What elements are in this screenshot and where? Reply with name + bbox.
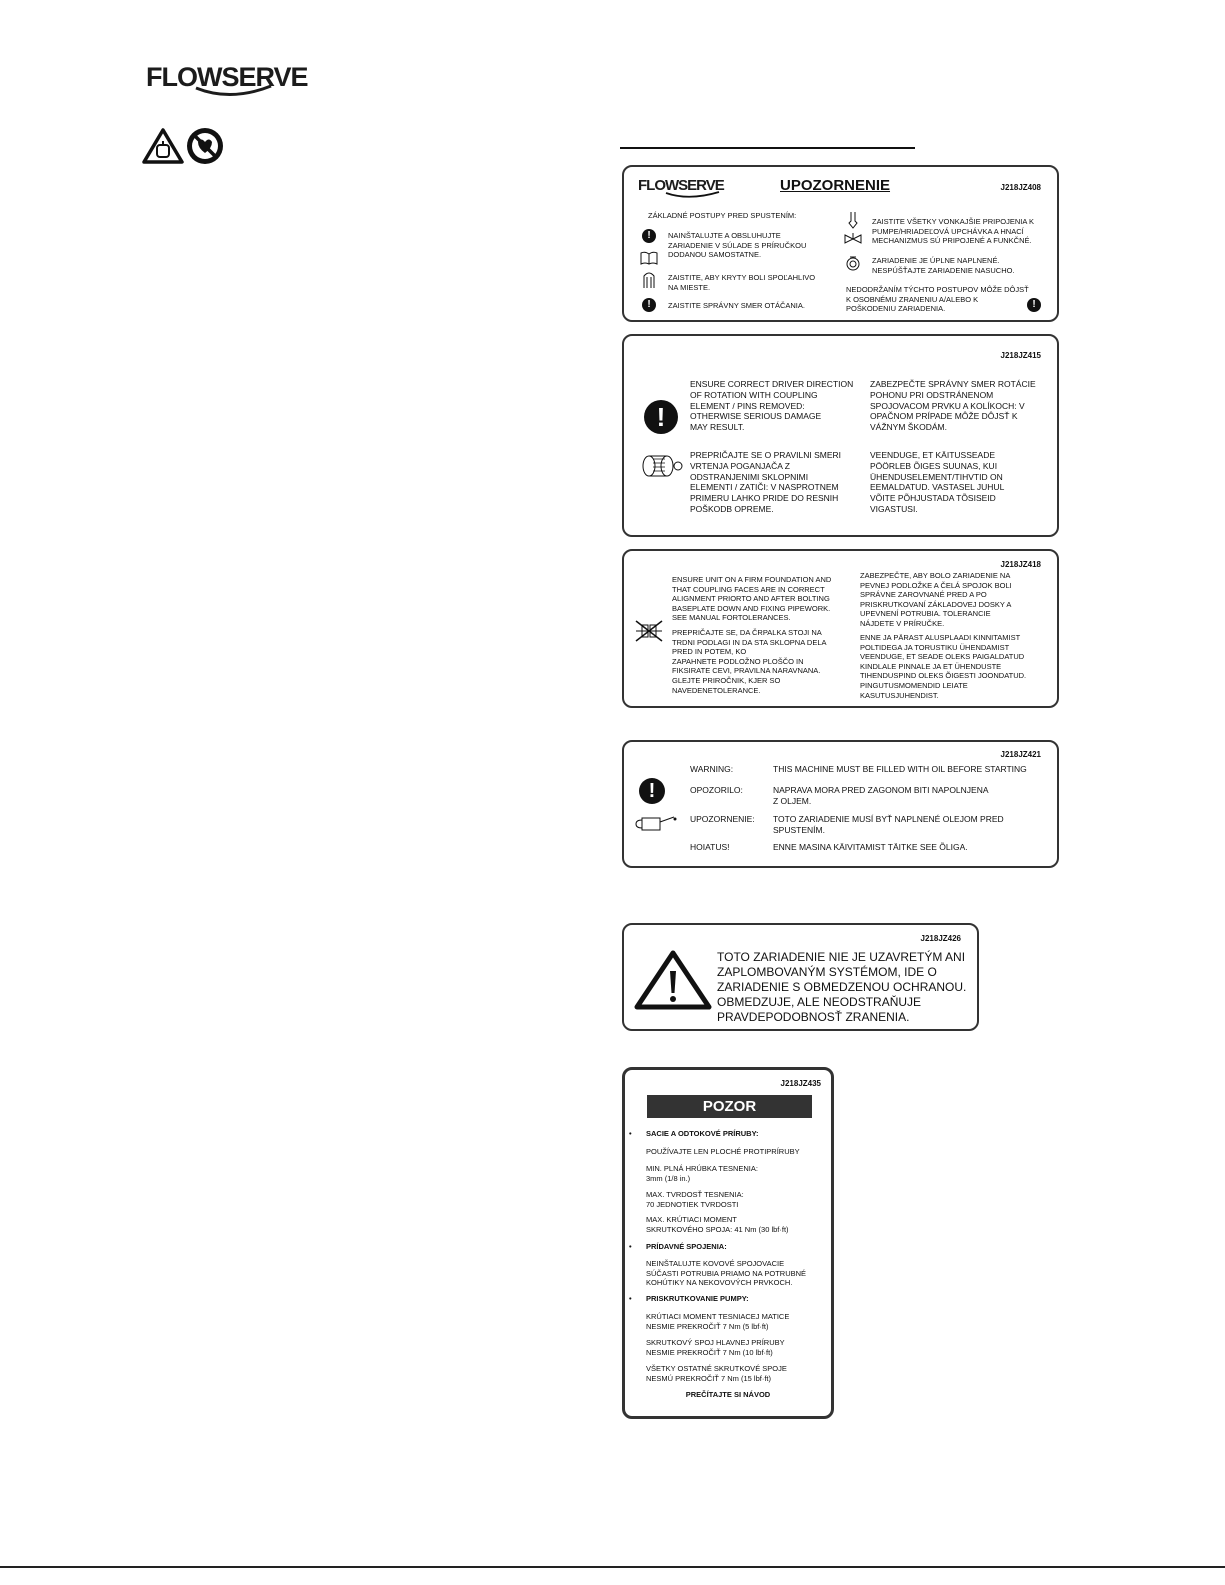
fill-level-icon [846, 255, 860, 271]
valve-icon [844, 233, 862, 245]
row-label-2: OPOZORILO: [690, 785, 743, 795]
pozor-banner: POZOR [647, 1095, 812, 1118]
section-2-a: NEINŠTALUJTE KOVOVÉ SPOJOVACIE SÚČASTI POTRUBIA PRIAMO NA POTRUBNÉ KOHÚTIKY NA NEKOVOVÝCH PRVKOCH. [646, 1259, 807, 1288]
row-text-1: THIS MACHINE MUST BE FILLED WITH OIL BEFORE STARTING [773, 764, 1027, 774]
text-sk: ZABEZPEČTE, ABY BOLO ZARIADENIE NA PEVNEJ PODLOŽKE A ČELÁ SPOJOK BOLI SPRÁVNE ZAROVNANÉ PRED A PO PRISKRUTKOVANÍ ZÁKLADOVEJ DOSKY A UPEVNENÍ POTRUBIA. TOLERANCIE NÁJDETE V PRÍRUČKE. [860, 571, 1012, 628]
text-sk: ZABEZPEČTE SPRÁVNY SMER ROTÁCIE POHONU PRI ODSTRÁNENOM SPOJOVACOM PRVKU A KOLÍKOCH: V OPAČNOM PRÍPADE MÔŽE DÔJSŤ K VÁŽNYM ŠKODÁM. [870, 379, 1036, 433]
label-logo: FLOWSERVE [638, 177, 724, 194]
left-text-1: NAINŠTALUJTE A OBSLUHUJTE ZARIADENIE V SÚLADE S PRÍRUČKOU DODANOU SAMOSTATNE. [668, 231, 807, 260]
header-rule [620, 147, 915, 149]
mandatory-action-icon: ! [1027, 298, 1041, 312]
section-1-a: POUŽÍVAJTE LEN PLOCHÉ PROTIPRÍRUBY [646, 1147, 800, 1156]
section-3-b: SKRUTKOVÝ SPOJ HLAVNEJ PRÍRUBY NESMIE PREKROČIŤ 7 Nm (10 lbf·ft) [646, 1338, 785, 1357]
footer-rule [0, 1566, 1225, 1568]
alignment-crossed-icon [634, 619, 664, 643]
section-1-b: MIN. PLNÁ HRÚBKA TESNENIA: 3mm (1/8 in.) [646, 1164, 758, 1183]
logo-swoosh-icon [146, 84, 286, 98]
label-code: J218JZ421 [1000, 750, 1041, 759]
no-pacemaker-icon [185, 126, 225, 166]
label-j218jz435 [622, 1067, 834, 1419]
section-3-a: KRÚTIACI MOMENT TESNIACEJ MATICE NESMIE PREKROČIŤ 7 Nm (5 lbf·ft) [646, 1312, 790, 1331]
label-logo-swoosh-icon [664, 191, 724, 199]
warning-text: TOTO ZARIADENIE NIE JE UZAVRETÝM ANI ZAPLOMBOVANÝM SYSTÉMOM, IDE O ZARIADENIE S OBMEDZENOU OCHRANOU. OBMEDZUJE, ALE NEODSTRAŇUJE PRAVDEPODOBNOSŤ ZRANENIA. [717, 950, 967, 1024]
bullet-dot: • [629, 1242, 632, 1251]
row-text-2: NAPRAVA MORA PRED ZAGONOM BITI NAPOLNJENA Z OLJEM. [773, 785, 989, 806]
text-et: VEENDUGE, ET KÄITUSSEADE PÖÖRLEB ÕIGES SUUNAS, KUI ÜHENDUSELEMENT/TIHVTID ON EEMALDATUD. VASTASEL JUHUL VÕITE PÕHJUSTADA TÕSISEID VIGASTUSI. [870, 450, 1005, 514]
mandatory-action-icon: ! [642, 229, 656, 243]
label-code: J218JZ415 [1000, 351, 1041, 360]
text-en: ENSURE UNIT ON A FIRM FOUNDATION AND THAT COUPLING FACES ARE IN CORRECT ALIGNMENT PRIORTO AND AFTER BOLTING BASEPLATE DOWN AND FIXING PIPEWORK. SEE MANUAL FORTOLERANCES. [672, 575, 832, 623]
section-1-d: MAX. KRÚTIACI MOMENT SKRUTKOVÉHO SPOJA: 41 Nm (30 lbf·ft) [646, 1215, 789, 1234]
section-3-heading: PRISKRUTKOVANIE PUMPY: [646, 1294, 749, 1303]
text-et: ENNE JA PÄRAST ALUSPLAADI KINNITAMIST POLTIDEGA JA TORUSTIKU ÜHENDAMIST VEENDUGE, ET SEADE OLEKS PAIGALDATUD KINDLALE PINNALE JA ET ÜHENDUSTE TIHENDUSPIND OLEKS ÕIGESTI JOONDATUD. PINGUTUSMOMENDID LEIATE KASUTUSJUHENDIST. [860, 633, 1027, 700]
section-1-heading: SACIE A ODTOKOVÉ PRÍRUBY: [646, 1129, 759, 1138]
left-text-2: ZAISTITE, ABY KRYTY BOLI SPOĽAHLIVO NA MIESTE. [668, 273, 816, 292]
oil-can-icon [634, 814, 678, 832]
section-1-c: MAX. TVRDOSŤ TESNENIA: 70 JEDNOTIEK TVRDOSTI [646, 1190, 744, 1209]
label-j218jz408 [622, 165, 1059, 322]
connection-icon [848, 211, 858, 229]
manual-book-icon [640, 251, 658, 265]
label-code: J218JZ418 [1000, 560, 1041, 569]
read-manual-footer: PREČÍTAJTE SI NÁVOD [685, 1390, 771, 1399]
row-label-4: HOIATUS! [690, 842, 730, 852]
label-code: J218JZ435 [780, 1079, 821, 1088]
text-en: ENSURE CORRECT DRIVER DIRECTION OF ROTATION WITH COUPLING ELEMENT / PINS REMOVED: OTHERWISE SERIOUS DAMAGE MAY RESULT. [690, 379, 854, 433]
warning-triangle-icon [634, 949, 712, 1011]
flowserve-logo [146, 62, 308, 106]
mandatory-action-icon: ! [644, 400, 678, 434]
row-text-4: ENNE MASINA KÄIVITAMIST TÄITKE SEE ÕLIGA. [773, 842, 968, 852]
row-label-3: UPOZORNENIE: [690, 814, 755, 824]
label-j218jz415 [622, 334, 1059, 537]
text-sl: PREPRIČAJTE SE, DA ČRPALKA STOJI NA TRDNI PODLAGI IN DA STA SKLOPNA DELA PRED IN POTEM, KO ZAPAHNETE PODLOŽNO PLOŠČO IN FIKSIRATE CEVI, PRAVILNA NARAVNANA. GLEJTE PRIROČNIK, KJER SO NAVEDENETOLERANCE. [672, 628, 827, 695]
label-j218jz426 [622, 923, 979, 1031]
label-code: J218JZ408 [1000, 183, 1041, 192]
flowserve-logo-text: FLOWSERVE [146, 62, 308, 92]
row-text-3: TOTO ZARIADENIE MUSÍ BYŤ NAPLNENÉ OLEJOM PRED SPUSTENÍM. [773, 814, 1004, 835]
label-j218jz418 [622, 549, 1059, 708]
right-text-1: ZAISTITE VŠETKY VONKAJŠIE PRIPOJENIA K PUMPE/HRIADEĽOVÁ UPCHÁVKA A HNACÍ MECHANIZMUS SÚ PRIPOJENÉ A FUNKČNÉ. [872, 217, 1034, 246]
label-j218jz421 [622, 740, 1059, 868]
section-3-c: VŠETKY OSTATNÉ SKRUTKOVÉ SPOJE NESMÚ PREKROČIŤ 7 Nm (15 lbf·ft) [646, 1364, 787, 1383]
right-text-3: NEDODRŽANÍM TÝCHTO POSTUPOV MÔŽE DÔJSŤ K OSOBNÉMU ZRANENIU A/ALEBO K POŠKODENIU ZARIADENIA. [846, 285, 1029, 314]
mandatory-action-icon: ! [642, 298, 656, 312]
right-text-2: ZARIADENIE JE ÚPLNE NAPLNENÉ. NESPÚŠŤAJTE ZARIADENIE NASUCHO. [872, 256, 1015, 275]
left-text-3: ZAISTITE SPRÁVNY SMER OTÁČANIA. [668, 301, 805, 310]
bullet-dot: • [629, 1129, 632, 1138]
mandatory-action-icon: ! [639, 778, 665, 804]
label-intro: ZÁKLADNÉ POSTUPY PRED SPUSTENÍM: [648, 211, 797, 220]
text-sl: PREPRIČAJTE SE O PRAVILNI SMERI VRTENJA POGANJAČA Z ODSTRANJENIMI SKLOPNIMI ELEMENTI / ZATIČI: V NASPROTNEM PRIMERU LAHKO PRIDE DO RESNIH POŠKODB OPREME. [690, 450, 841, 514]
guard-cover-icon [642, 271, 656, 289]
bullet-dot: • [629, 1294, 632, 1303]
label-title: UPOZORNENIE [780, 177, 891, 194]
electrical-hazard-warning-icon [142, 127, 184, 165]
section-2-heading: PRÍDAVNÉ SPOJENIA: [646, 1242, 727, 1251]
row-label-1: WARNING: [690, 764, 734, 774]
coupling-rotation-icon [641, 454, 685, 478]
label-code: J218JZ426 [920, 934, 961, 943]
